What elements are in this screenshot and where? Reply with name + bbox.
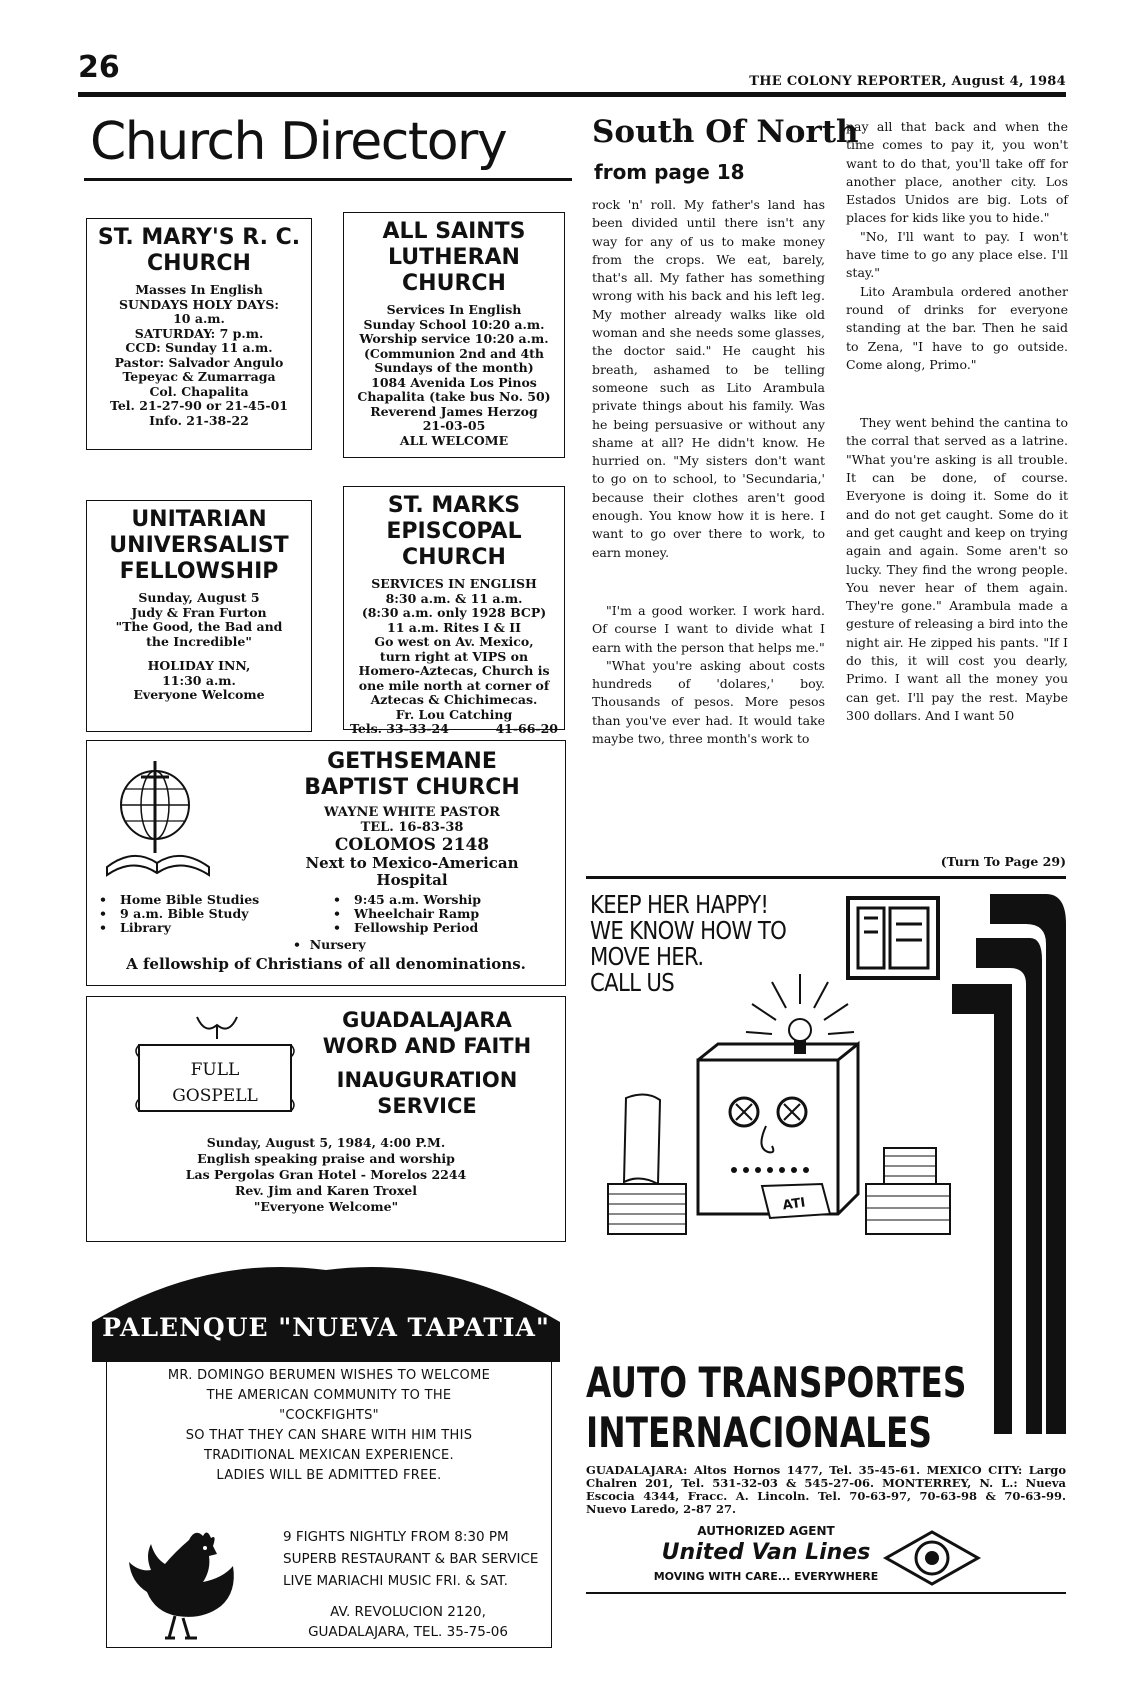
article-paragraph: rock 'n' roll. My father's land has been divided until there isn't any way for any of us to make money from the crops. We eat, barely, that's all. My father has something wrong with his back and his left leg. My mother already walks like old woman and she needs some glasses, the doctor said." He caught his breath, ashamed to be telling someone such as Lito Arambula private things about his family. Was he being persuasive or without any shame at all? He didn't know. He hurried on. "My sisters don't want to go on to school, to 'Secundaria,' because their clothes aren't good enough. You know how it is here. I want to go over there to work, to earn money.	[592, 197, 825, 560]
directory-title: Church Directory	[90, 112, 507, 172]
article-subhead: from page 18	[594, 160, 745, 184]
stmarks-title: ST. MARKS EPISCOPAL CHURCH	[386, 493, 522, 570]
stmarks-details: SERVICES IN ENGLISH 8:30 a.m. & 11 a.m. (8:30 a.m. only 1928 BCP) 11 a.m. Rites I & II Go west on Av. Mexico, turn right at VIPS on Homero-Aztecas, Church is one mile north at corner of Aztecas & Chichimecas. Fr. Lou Catching Tels. 33-33-24 41-66-20	[350, 576, 558, 736]
directory-title-rule	[84, 178, 572, 181]
palenque-banner	[86, 1262, 566, 1362]
gethsemane-list-right: • 9:45 a.m. Worship • Wheelchair Ramp • Fellowship Period	[333, 892, 482, 935]
gethsemane-tagline: A fellowship of Christians of all denominations.	[126, 955, 526, 973]
ati-bottom-rule	[586, 1592, 1066, 1594]
united-van-lines-eye-icon	[882, 1526, 982, 1590]
gethsemane-list-left: • Home Bible Studies • 9 a.m. Bible Study • Library	[99, 892, 260, 935]
palenque-address: AV. REVOLUCION 2120, GUADALAJARA, TEL. 35-75-06	[308, 1604, 508, 1640]
guadalajara-title: GUADALAJARA WORD AND FAITH INAUGURATION SERVICE	[322, 1008, 532, 1118]
article-paragraph: They went behind the cantina to the corral that served as a latrine. "What you're asking is all trouble. It can be done, of course. Everyone is doing it. Some do it and do not get caught. Some do it and get caught and keep on trying again and again. Some aren't so lucky. They find the wrong people. You never hear of them again. They're gone." Arambula made a gesture of releasing a bird into the night air. He zipped his pants. "If I do this, it will cost you dearly, Primo. I want all the money you can get. I'll pay the rest. Maybe 300 dollars. And I want 50	[846, 415, 1068, 723]
unitarian-listing	[86, 500, 312, 732]
article-paragraph: "What you're asking about costs hundreds of 'dolares,' boy. Thousands of pesos. More pesos than you've ever had. It would take maybe two, three month's work to	[592, 657, 825, 747]
logo-text-full: FULL	[190, 1060, 240, 1080]
agent-name: United Van Lines	[661, 1540, 871, 1565]
stmarks-tel-left: Tels. 33-33-24	[350, 721, 449, 736]
allsaints-details: Services In English Sunday School 10:20 a.m. Worship service 10:20 a.m. (Communion 2nd and 4th Sundays of the month) 1084 Avenida Los Pinos Chapalita (take bus No. 50) Reverend James Herzog 21-03-05 ALL WELCOME	[357, 302, 551, 448]
stmary-title: ST. MARY'S R. C. CHURCH	[97, 225, 301, 276]
dove-scroll-icon	[131, 1011, 301, 1121]
article-rule	[586, 876, 1066, 879]
palenque-banner-text: PALENQUE "NUEVA TAPATIA"	[102, 1313, 550, 1342]
unitarian-venue: HOLIDAY INN, 11:30 a.m. Everyone Welcome	[133, 658, 265, 702]
article-column-1	[592, 196, 825, 748]
gethsemane-address: COLOMOS 2148	[334, 835, 490, 855]
allsaints-listing	[343, 212, 565, 458]
article-paragraph: pay all that back and when the time comes to pay it, you won't want to do that, you'll take off for another place, another city. Los Estados Unidos are big. Lots of places for kids like you to hide."	[846, 119, 1068, 226]
gethsemane-nursery: • Nursery	[293, 937, 366, 952]
ati-ad	[586, 884, 1066, 1664]
allsaints-title: ALL SAINTS LUTHERAN CHURCH	[382, 219, 526, 296]
gethsemane-near: Next to Mexico-American Hospital	[305, 854, 519, 889]
gethsemane-title: GETHSEMANE BAPTIST CHURCH	[304, 749, 520, 800]
palenque-ad	[86, 1262, 566, 1656]
palenque-body	[106, 1362, 552, 1648]
gethsemane-pastor: WAYNE WHITE PASTOR TEL. 16-83-38	[324, 805, 500, 835]
running-head: THE COLONY REPORTER, August 4, 1984	[749, 74, 1066, 89]
stmary-listing	[86, 218, 312, 450]
logo-text-gospell: GOSPELL	[172, 1086, 258, 1106]
article-paragraph: "No, I'll want to pay. I won't have time to go any place else. I'll stay."	[846, 228, 1068, 281]
rooster-icon	[125, 1522, 245, 1642]
palenque-welcome: MR. DOMINGO BERUMEN WISHES TO WELCOME THE AMERICAN COMMUNITY TO THE "COCKFIGHTS" SO THAT THEY CAN SHARE WITH HIM THIS TRADITIONAL MEXICAN EXPERIENCE. LADIES WILL BE ADMITTED FREE.	[167, 1368, 491, 1483]
ati-ticket-text: ATI	[781, 1195, 807, 1214]
unitarian-details: Sunday, August 5 Judy & Fran Furton "The Good, the Bad and the Incredible"	[115, 590, 283, 649]
agent-tagline: MOVING WITH CARE... EVERYWHERE	[653, 1570, 879, 1583]
globe-bible-icon	[99, 757, 219, 887]
stmary-details: Masses In English SUNDAYS HOLY DAYS: 10 a.m. SATURDAY: 7 p.m. CCD: Sunday 11 a.m. Pastor: Salvador Angulo Tepeyac & Zumarraga Col. Chapalita Tel. 21-27-90 or 21-45-01 Info. 21-38-22	[109, 282, 289, 428]
article-headline: South Of North	[592, 114, 859, 150]
ati-company-name: AUTO TRANSPORTES INTERNACIONALES	[586, 1358, 967, 1457]
palenque-features: 9 FIGHTS NIGHTLY FROM 8:30 PM SUPERB RESTAURANT & BAR SERVICE LIVE MARIACHI MUSIC FRI. & SAT.	[283, 1529, 539, 1589]
header-rule	[78, 92, 1066, 97]
guadalajara-details: Sunday, August 5, 1984, 4:00 P.M. English speaking praise and worship Las Pergolas Gran Hotel - Morelos 2244 Rev. Jim and Karen Troxel "Everyone Welcome"	[185, 1135, 467, 1214]
article-paragraph: "I'm a good worker. I work hard. Of course I want to divide what I earn with the person that helps me."	[592, 602, 825, 655]
stmarks-tel-right: 41-66-20	[495, 721, 558, 736]
ati-slogan: KEEP HER HAPPY! WE KNOW HOW TO MOVE HER. CALL US	[590, 890, 787, 997]
page-number: 26	[78, 50, 120, 85]
stmarks-listing	[343, 486, 565, 736]
gethsemane-listing	[86, 740, 566, 986]
ati-addresses: GUADALAJARA: Altos Hornos 1477, Tel. 35-45-61. MEXICO CITY: Largo Chalren 201, Tel. 531-32-03 & 545-27-06. MONTERREY, N. L.: Nueva Escocia 4344, Fracc. A. Lincoln. Tel. 70-63-97, 70-63-98 & 70-63-99. Nuevo Laredo, 2-87 27.	[586, 1463, 1066, 1516]
agent-label: AUTHORIZED AGENT	[697, 1524, 835, 1538]
guadalajara-listing	[86, 996, 566, 1242]
article-continued: (Turn To Page 29)	[940, 854, 1066, 869]
unitarian-title: UNITARIAN UNIVERSALIST FELLOWSHIP	[109, 507, 289, 584]
article-column-2	[846, 118, 1068, 725]
article-paragraph: Lito Arambula ordered another round of drinks for everyone standing at the bar. Then he said to Zena, "I have to go outside. Come along, Primo."	[846, 283, 1068, 372]
